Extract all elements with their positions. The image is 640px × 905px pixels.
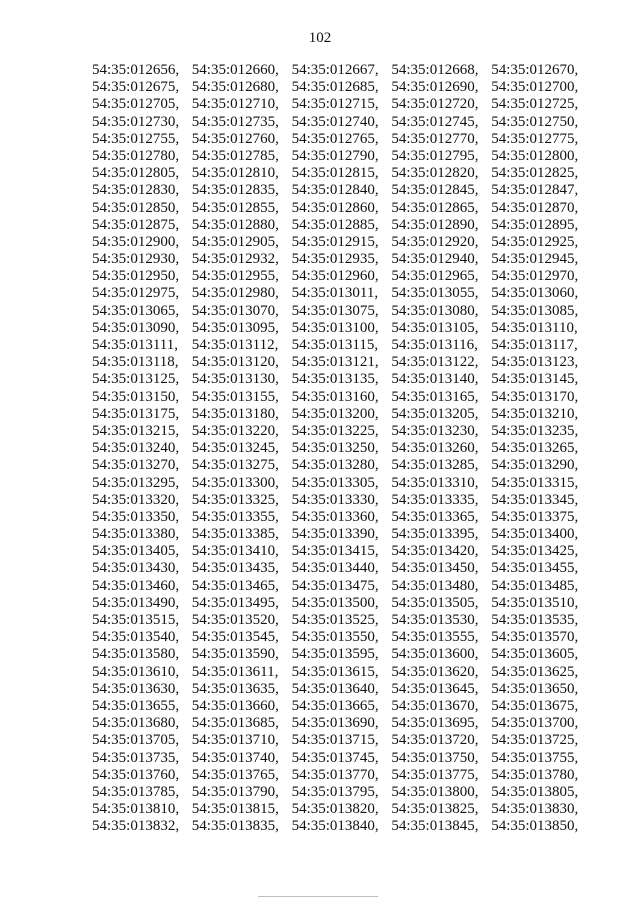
cadastral-number: 54:35:013545,: [191, 629, 279, 646]
cadastral-number: 54:35:013420,: [391, 543, 479, 560]
cadastral-number: 54:35:012667,: [291, 62, 379, 78]
cadastral-number: 54:35:013475,: [291, 577, 379, 594]
list-row: [92, 578, 612, 595]
list-row: [92, 664, 612, 681]
list-row: [92, 629, 612, 646]
cadastral-number: 54:35:013055,: [391, 285, 479, 302]
cadastral-number: 54:35:013410,: [191, 543, 279, 560]
cadastral-number: 54:35:012805,: [92, 165, 180, 182]
list-row: [92, 801, 612, 818]
cadastral-number: 54:35:013505,: [391, 594, 479, 611]
cadastral-number: 54:35:012730,: [92, 113, 180, 130]
cadastral-number: 54:35:012895,: [491, 216, 579, 233]
list-row: [92, 320, 612, 337]
cadastral-number: 54:35:013210,: [491, 405, 579, 422]
cadastral-number: 54:35:012847,: [491, 182, 579, 199]
cadastral-number: 54:35:012785,: [191, 147, 279, 164]
cadastral-number: 54:35:012675,: [92, 79, 180, 96]
cadastral-number: 54:35:013365,: [391, 508, 479, 525]
cadastral-number: 54:35:012715,: [291, 96, 379, 113]
cadastral-number: 54:35:013600,: [391, 646, 479, 663]
cadastral-number: 54:35:012725,: [491, 96, 579, 113]
cadastral-number: 54:35:013555,: [391, 629, 479, 646]
list-row: [92, 423, 612, 440]
cadastral-number: 54:35:012775,: [491, 130, 579, 147]
cadastral-number: 54:35:013615,: [291, 663, 379, 680]
cadastral-number: 54:35:013635,: [191, 680, 279, 697]
cadastral-number: 54:35:013790,: [191, 783, 279, 800]
cadastral-number: 54:35:013205,: [391, 405, 479, 422]
list-row: [92, 475, 612, 492]
cadastral-number: 54:35:013110,: [491, 319, 578, 336]
cadastral-number: 54:35:013580,: [92, 646, 180, 663]
list-row: [92, 457, 612, 474]
cadastral-number: 54:35:013660,: [191, 697, 279, 714]
cadastral-number: 54:35:012905,: [191, 233, 279, 250]
cadastral-number: 54:35:013175,: [92, 405, 180, 422]
cadastral-number: 54:35:013300,: [191, 474, 279, 491]
cadastral-number: 54:35:013380,: [92, 526, 180, 543]
cadastral-number: 54:35:013165,: [391, 388, 479, 405]
cadastral-number: 54:35:013295,: [92, 474, 180, 491]
cadastral-number: 54:35:012760,: [191, 130, 279, 147]
list-row: [92, 698, 612, 715]
cadastral-number: 54:35:012960,: [291, 268, 379, 285]
cadastral-number: 54:35:013011,: [291, 285, 379, 302]
cadastral-number: 54:35:012705,: [92, 96, 180, 113]
cadastral-number: 54:35:013080,: [391, 302, 479, 319]
cadastral-number: 54:35:013111,: [92, 337, 178, 353]
cadastral-number: 54:35:013095,: [191, 319, 279, 336]
cadastral-number: 54:35:013170,: [491, 388, 579, 405]
cadastral-number: 54:35:013335,: [391, 491, 479, 508]
cadastral-number: 54:35:013611,: [191, 663, 279, 680]
cadastral-number: 54:35:013570,: [491, 629, 579, 646]
cadastral-number: 54:35:012932,: [191, 251, 279, 268]
cadastral-number: 54:35:013425,: [491, 543, 579, 560]
cadastral-number: 54:35:012970,: [491, 268, 579, 285]
cadastral-number: 54:35:012885,: [291, 216, 379, 233]
cadastral-number: 54:35:013280,: [291, 457, 379, 474]
cadastral-number: 54:35:012685,: [291, 79, 379, 96]
cadastral-number: 54:35:013825,: [391, 801, 479, 818]
cadastral-number: 54:35:013500,: [291, 594, 379, 611]
cadastral-number: 54:35:013180,: [191, 405, 279, 422]
cadastral-number: 54:35:013430,: [92, 560, 180, 577]
list-row: [92, 62, 612, 79]
cadastral-number: 54:35:013835,: [191, 818, 279, 835]
cadastral-number: 54:35:013675,: [491, 697, 579, 714]
cadastral-number: 54:35:013070,: [191, 302, 279, 319]
cadastral-number: 54:35:012770,: [391, 130, 479, 147]
list-row: [92, 715, 612, 732]
list-row: [92, 148, 612, 165]
cadastral-number: 54:35:013655,: [92, 697, 180, 714]
list-row: [92, 79, 612, 96]
cadastral-number: 54:35:012925,: [491, 233, 579, 250]
cadastral-number: 54:35:013225,: [291, 422, 379, 439]
list-row: [92, 681, 612, 698]
cadastral-number: 54:35:013245,: [191, 440, 279, 457]
cadastral-number: 54:35:013645,: [391, 680, 479, 697]
cadastral-number: 54:35:013540,: [92, 629, 180, 646]
cadastral-number: 54:35:013590,: [191, 646, 279, 663]
cadastral-number: 54:35:013360,: [291, 508, 379, 525]
cadastral-number: 54:35:013605,: [491, 646, 579, 663]
cadastral-number: 54:35:013265,: [491, 440, 579, 457]
cadastral-number: 54:35:012765,: [291, 130, 379, 147]
cadastral-number-list: [92, 62, 612, 835]
list-row: [92, 560, 612, 577]
cadastral-number: 54:35:012700,: [491, 79, 579, 96]
cadastral-number: 54:35:013715,: [291, 732, 379, 749]
cadastral-number: 54:35:013805,: [491, 783, 579, 800]
cadastral-number: 54:35:013435,: [191, 560, 279, 577]
cadastral-number: 54:35:012945,: [491, 251, 579, 268]
cadastral-number: 54:35:013122,: [391, 354, 479, 371]
cadastral-number: 54:35:013780,: [491, 766, 579, 783]
cadastral-number: 54:35:013510,: [491, 594, 579, 611]
list-row: [92, 492, 612, 509]
cadastral-number: 54:35:013490,: [92, 594, 180, 611]
cadastral-number: 54:35:013720,: [391, 732, 479, 749]
cadastral-number: 54:35:013405,: [92, 543, 180, 560]
cadastral-number: 54:35:013065,: [92, 302, 180, 319]
cadastral-number: 54:35:012870,: [491, 199, 579, 216]
cadastral-number: 54:35:013118,: [92, 354, 179, 371]
cadastral-number: 54:35:013630,: [92, 680, 180, 697]
cadastral-number: 54:35:012735,: [191, 113, 279, 130]
cadastral-number: 54:35:013320,: [92, 491, 180, 508]
cadastral-number: 54:35:013250,: [291, 440, 379, 457]
cadastral-number: 54:35:013230,: [391, 422, 479, 439]
list-row: [92, 217, 612, 234]
cadastral-number: 54:35:013140,: [391, 371, 479, 388]
cadastral-number: 54:35:013125,: [92, 371, 180, 388]
cadastral-number: 54:35:013135,: [291, 371, 379, 388]
cadastral-number: 54:35:012930,: [92, 251, 180, 268]
cadastral-number: 54:35:013480,: [391, 577, 479, 594]
list-row: [92, 234, 612, 251]
cadastral-number: 54:35:012780,: [92, 147, 180, 164]
page-number: 102: [308, 30, 332, 46]
list-row: [92, 732, 612, 749]
cadastral-number: 54:35:013350,: [92, 508, 180, 525]
cadastral-number: 54:35:013155,: [191, 388, 279, 405]
cadastral-number: 54:35:012975,: [92, 285, 180, 302]
cadastral-number: 54:35:013075,: [291, 302, 379, 319]
list-row: [92, 612, 612, 629]
cadastral-number: 54:35:013695,: [391, 715, 479, 732]
cadastral-number: 54:35:013415,: [291, 543, 379, 560]
cadastral-number: 54:35:012880,: [191, 216, 279, 233]
cadastral-number: 54:35:013800,: [391, 783, 479, 800]
cadastral-number: 54:35:013845,: [391, 818, 479, 835]
list-row: [92, 543, 612, 560]
cadastral-number: 54:35:013610,: [92, 663, 180, 680]
cadastral-number: 54:35:012835,: [191, 182, 279, 199]
cadastral-number: 54:35:013795,: [291, 783, 379, 800]
list-row: [92, 337, 612, 354]
cadastral-number: 54:35:013840,: [291, 818, 379, 835]
list-row: [92, 818, 612, 835]
cadastral-number: 54:35:013690,: [291, 715, 379, 732]
cadastral-number: 54:35:012690,: [391, 79, 479, 96]
cadastral-number: 54:35:012750,: [491, 113, 579, 130]
cadastral-number: 54:35:012940,: [391, 251, 479, 268]
cadastral-number: 54:35:012980,: [191, 285, 279, 302]
cadastral-number: 54:35:013090,: [92, 319, 180, 336]
cadastral-number: 54:35:012656,: [92, 62, 180, 78]
cadastral-number: 54:35:013685,: [191, 715, 279, 732]
cadastral-number: 54:35:013820,: [291, 801, 379, 818]
cadastral-number: 54:35:012755,: [92, 130, 180, 147]
cadastral-number: 54:35:013355,: [191, 508, 279, 525]
list-row: [92, 96, 612, 113]
cadastral-number: 54:35:012830,: [92, 182, 180, 199]
cadastral-number: 54:35:013112,: [191, 337, 279, 353]
cadastral-number: 54:35:013515,: [92, 612, 180, 628]
cadastral-number: 54:35:012850,: [92, 199, 180, 216]
cadastral-number: 54:35:013495,: [191, 594, 279, 611]
cadastral-number: 54:35:013220,: [191, 422, 279, 439]
cadastral-number: 54:35:013765,: [191, 766, 279, 783]
cadastral-number: 54:35:012670,: [491, 62, 579, 78]
cadastral-number: 54:35:013665,: [291, 697, 379, 714]
cadastral-number: 54:35:013290,: [491, 457, 579, 474]
cadastral-number: 54:35:013385,: [191, 526, 279, 543]
list-row: [92, 268, 612, 285]
cadastral-number: 54:35:013725,: [491, 732, 579, 749]
cadastral-number: 54:35:013450,: [391, 560, 479, 577]
cadastral-number: 54:35:013710,: [191, 732, 279, 749]
cadastral-number: 54:35:013400,: [491, 526, 579, 543]
cadastral-number: 54:35:012740,: [291, 113, 379, 130]
cadastral-number: 54:35:012955,: [191, 268, 279, 285]
cadastral-number: 54:35:013520,: [191, 612, 279, 628]
cadastral-number: 54:35:013640,: [291, 680, 379, 697]
cadastral-number: 54:35:013595,: [291, 646, 379, 663]
cadastral-number: 54:35:013123,: [491, 354, 579, 371]
cadastral-number: 54:35:013810,: [92, 801, 180, 818]
cadastral-number: 54:35:012875,: [92, 216, 180, 233]
list-row: [92, 182, 612, 199]
cadastral-number: 54:35:013620,: [391, 663, 479, 680]
cadastral-number: 54:35:013310,: [391, 474, 479, 491]
list-row: [92, 165, 612, 182]
cadastral-number: 54:35:013440,: [291, 560, 379, 577]
cadastral-number: 54:35:013240,: [92, 440, 180, 457]
cadastral-number: 54:35:013105,: [391, 319, 479, 336]
cadastral-number: 54:35:013235,: [491, 422, 579, 439]
cadastral-number: 54:35:013460,: [92, 577, 180, 594]
cadastral-number: 54:35:013550,: [291, 629, 379, 646]
cadastral-number: 54:35:013705,: [92, 732, 180, 749]
cadastral-number: 54:35:012745,: [391, 113, 479, 130]
cadastral-number: 54:35:013121,: [291, 354, 379, 371]
cadastral-number: 54:35:013390,: [291, 526, 379, 543]
cadastral-number: 54:35:013815,: [191, 801, 279, 818]
list-row: [92, 114, 612, 131]
cadastral-number: 54:35:013670,: [391, 697, 479, 714]
cadastral-number: 54:35:013395,: [391, 526, 479, 543]
cadastral-number: 54:35:012950,: [92, 268, 180, 285]
cadastral-number: 54:35:012890,: [391, 216, 479, 233]
cadastral-number: 54:35:012660,: [191, 62, 279, 78]
cadastral-number: 54:35:012865,: [391, 199, 479, 216]
cadastral-number: 54:35:012855,: [191, 199, 279, 216]
cadastral-number: 54:35:013150,: [92, 388, 180, 405]
cadastral-number: 54:35:013485,: [491, 577, 579, 594]
list-row: [92, 440, 612, 457]
cadastral-number: 54:35:012720,: [391, 96, 479, 113]
cadastral-number: 54:35:013735,: [92, 749, 180, 766]
cadastral-number: 54:35:013060,: [491, 285, 579, 302]
cadastral-number: 54:35:012900,: [92, 233, 180, 250]
cadastral-number: 54:35:013120,: [191, 354, 279, 371]
cadastral-number: 54:35:012840,: [291, 182, 379, 199]
cadastral-number: 54:35:013465,: [191, 577, 279, 594]
list-row: [92, 389, 612, 406]
cadastral-number: 54:35:013275,: [191, 457, 279, 474]
cadastral-number: 54:35:013085,: [491, 302, 579, 319]
cadastral-number: 54:35:013160,: [291, 388, 379, 405]
cadastral-number: 54:35:012668,: [391, 62, 479, 78]
cadastral-number: 54:35:012795,: [391, 147, 479, 164]
cadastral-number: 54:35:013755,: [491, 749, 579, 766]
cadastral-number: 54:35:013215,: [92, 422, 180, 439]
cadastral-number: 54:35:012935,: [291, 251, 379, 268]
cadastral-number: 54:35:013270,: [92, 457, 180, 474]
list-row: [92, 371, 612, 388]
cadastral-number: 54:35:013535,: [491, 612, 579, 628]
list-row: [92, 646, 612, 663]
cadastral-number: 54:35:013285,: [391, 457, 479, 474]
list-row: [92, 406, 612, 423]
cadastral-number: 54:35:012820,: [391, 165, 479, 182]
cadastral-number: 54:35:012800,: [491, 147, 579, 164]
list-row: [92, 526, 612, 543]
list-row: [92, 767, 612, 784]
cadastral-number: 54:35:013100,: [291, 319, 379, 336]
cadastral-number: 54:35:012815,: [291, 165, 379, 182]
cadastral-number: 54:35:013325,: [191, 491, 279, 508]
cadastral-number: 54:35:012825,: [491, 165, 579, 182]
list-row: [92, 303, 612, 320]
cadastral-number: 54:35:013115,: [291, 337, 379, 353]
list-row: [92, 595, 612, 612]
cadastral-number: 54:35:013260,: [391, 440, 479, 457]
list-row: [92, 131, 612, 148]
cadastral-number: 54:35:013130,: [191, 371, 279, 388]
cadastral-number: 54:35:013775,: [391, 766, 479, 783]
cadastral-number: 54:35:013305,: [291, 474, 379, 491]
list-row: [92, 285, 612, 302]
cadastral-number: 54:35:013117,: [491, 337, 578, 353]
cadastral-number: 54:35:013625,: [491, 663, 579, 680]
cadastral-number: 54:35:013832,: [92, 818, 180, 835]
cadastral-number: 54:35:013455,: [491, 560, 579, 577]
cadastral-number: 54:35:013745,: [291, 749, 379, 766]
cadastral-number: 54:35:013315,: [491, 474, 579, 491]
cadastral-number: 54:35:013200,: [291, 405, 379, 422]
list-row: [92, 784, 612, 801]
bottom-rule: [258, 896, 378, 897]
list-row: [92, 354, 612, 371]
cadastral-number: 54:35:012845,: [391, 182, 479, 199]
cadastral-number: 54:35:012965,: [391, 268, 479, 285]
cadastral-number: 54:35:013785,: [92, 783, 180, 800]
cadastral-number: 54:35:013700,: [491, 715, 579, 732]
cadastral-number: 54:35:013116,: [391, 337, 478, 353]
cadastral-number: 54:35:013750,: [391, 749, 479, 766]
list-row: [92, 509, 612, 526]
list-row: [92, 251, 612, 268]
cadastral-number: 54:35:013330,: [291, 491, 379, 508]
cadastral-number: 54:35:012920,: [391, 233, 479, 250]
cadastral-number: 54:35:013740,: [191, 749, 279, 766]
cadastral-number: 54:35:013650,: [491, 680, 579, 697]
cadastral-number: 54:35:013830,: [491, 801, 579, 818]
cadastral-number: 54:35:012810,: [191, 165, 279, 182]
cadastral-number: 54:35:013145,: [491, 371, 579, 388]
cadastral-number: 54:35:013345,: [491, 491, 579, 508]
cadastral-number: 54:35:013770,: [291, 766, 379, 783]
cadastral-number: 54:35:013760,: [92, 766, 180, 783]
list-row: [92, 750, 612, 767]
list-row: [92, 200, 612, 217]
cadastral-number: 54:35:012710,: [191, 96, 279, 113]
cadastral-number: 54:35:013680,: [92, 715, 180, 732]
cadastral-number: 54:35:012680,: [191, 79, 279, 96]
cadastral-number: 54:35:013850,: [491, 818, 579, 835]
cadastral-number: 54:35:012915,: [291, 233, 379, 250]
cadastral-number: 54:35:013530,: [391, 612, 479, 628]
cadastral-number: 54:35:013525,: [291, 612, 379, 628]
cadastral-number: 54:35:013375,: [491, 508, 579, 525]
cadastral-number: 54:35:012790,: [291, 147, 379, 164]
cadastral-number: 54:35:012860,: [291, 199, 379, 216]
